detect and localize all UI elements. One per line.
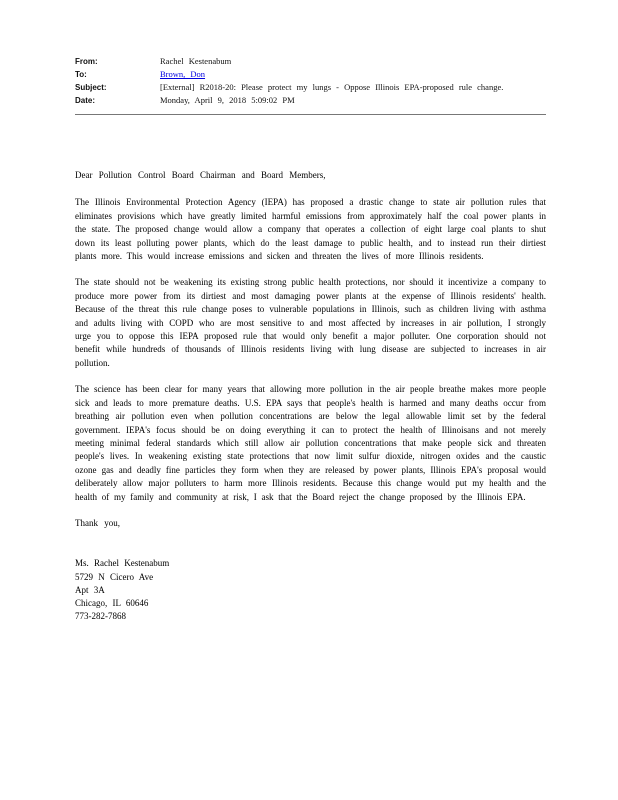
to-label: To: xyxy=(75,70,87,79)
greeting-line: Dear Pollution Control Board Chairman and Board Members, xyxy=(75,170,326,180)
email-header xyxy=(75,55,546,115)
date-value: Monday, April 9, 2018 5:09:02 PM xyxy=(160,95,295,105)
header-row-date xyxy=(75,94,546,107)
signature-block xyxy=(75,557,546,623)
header-row-subject xyxy=(75,81,546,94)
closing-line: Thank you, xyxy=(75,517,120,528)
signature-city-state-zip: Chicago, IL 60646 xyxy=(75,597,149,608)
header-divider xyxy=(75,114,546,115)
email-body xyxy=(75,169,546,623)
signature-street: 5729 N Cicero Ave xyxy=(75,571,154,582)
paragraph-proposal-summary: The Illinois Environmental Protection Agency (IEPA) has proposed a drastic change to state air pollution rules that eliminates provisions which have greatly limited harmful emissions from approximately half the coal power plants in the state. The proposed change would allow a company that operates a collection of eight large coal plants to shut down its least polluting power plants, which do the least damage to public health, and to instead run their dirtiest plants more. This would increase emissions and sicken and threaten the lives of more Illinois residents. xyxy=(75,197,546,262)
date-label: Date: xyxy=(75,96,96,105)
from-label: From: xyxy=(75,57,98,66)
signature-apartment: Apt 3A xyxy=(75,584,105,595)
signature-name: Ms. Rachel Kestenabum xyxy=(75,558,170,569)
paragraph-science-request: The science has been clear for many years that allowing more pollution in the air people breathe makes more people sick and leads to more premature deaths. U.S. EPA says that people's health is harmed and many deaths occur from breathing air pollution even when pollution concentrations are below the legal allowable limit set by the federal government. IEPA's focus should be on doing everything it can to protect the health of Illinoisans and not merely meeting minimal federal standards which still allow air pollution concentrations that make people sick and threaten people's lives. In weakening existing state protections that now limit sulfur dioxide, nitrogen oxides and the caustic ozone gas and deadly fine particles they form when they are released by power plants, Illinois EPA's proposal would deliberately allow major polluters to harm more Illinois residents. Because this change would put my health and the health of my family and community at risk, I ask that the Board reject the change proposed by the Illinois EPA. xyxy=(75,384,546,502)
email-content xyxy=(75,55,546,623)
from-value: Rachel Kestenabum xyxy=(160,56,232,66)
subject-label: Subject: xyxy=(75,83,107,92)
subject-value: [External] R2018-20: Please protect my lungs - Oppose Illinois EPA-proposed rule change. xyxy=(160,82,504,92)
signature-phone: 773-282-7868 xyxy=(75,611,126,622)
header-row-from xyxy=(75,55,546,68)
header-row-to xyxy=(75,68,546,81)
paragraph-health-protections: The state should not be weakening its existing strong public health protections, nor should it incentivize a company to produce more power from its dirtiest and most damaging power plants at the expense of Illinois residents' health. Because of the threat this rule change poses to vulnerable populations in Illinois, such as children living with asthma and adults living with COPD who are most sensitive to and most affected by increases in air pollution, I strongly urge you to oppose this IEPA proposed rule that would only benefit a major polluter. One corporation should not benefit while hundreds of thousands of Illinois residents living with lung disease are subjected to increases in air pollution. xyxy=(75,277,546,368)
to-recipient-link[interactable]: Brown, Don xyxy=(160,69,206,79)
